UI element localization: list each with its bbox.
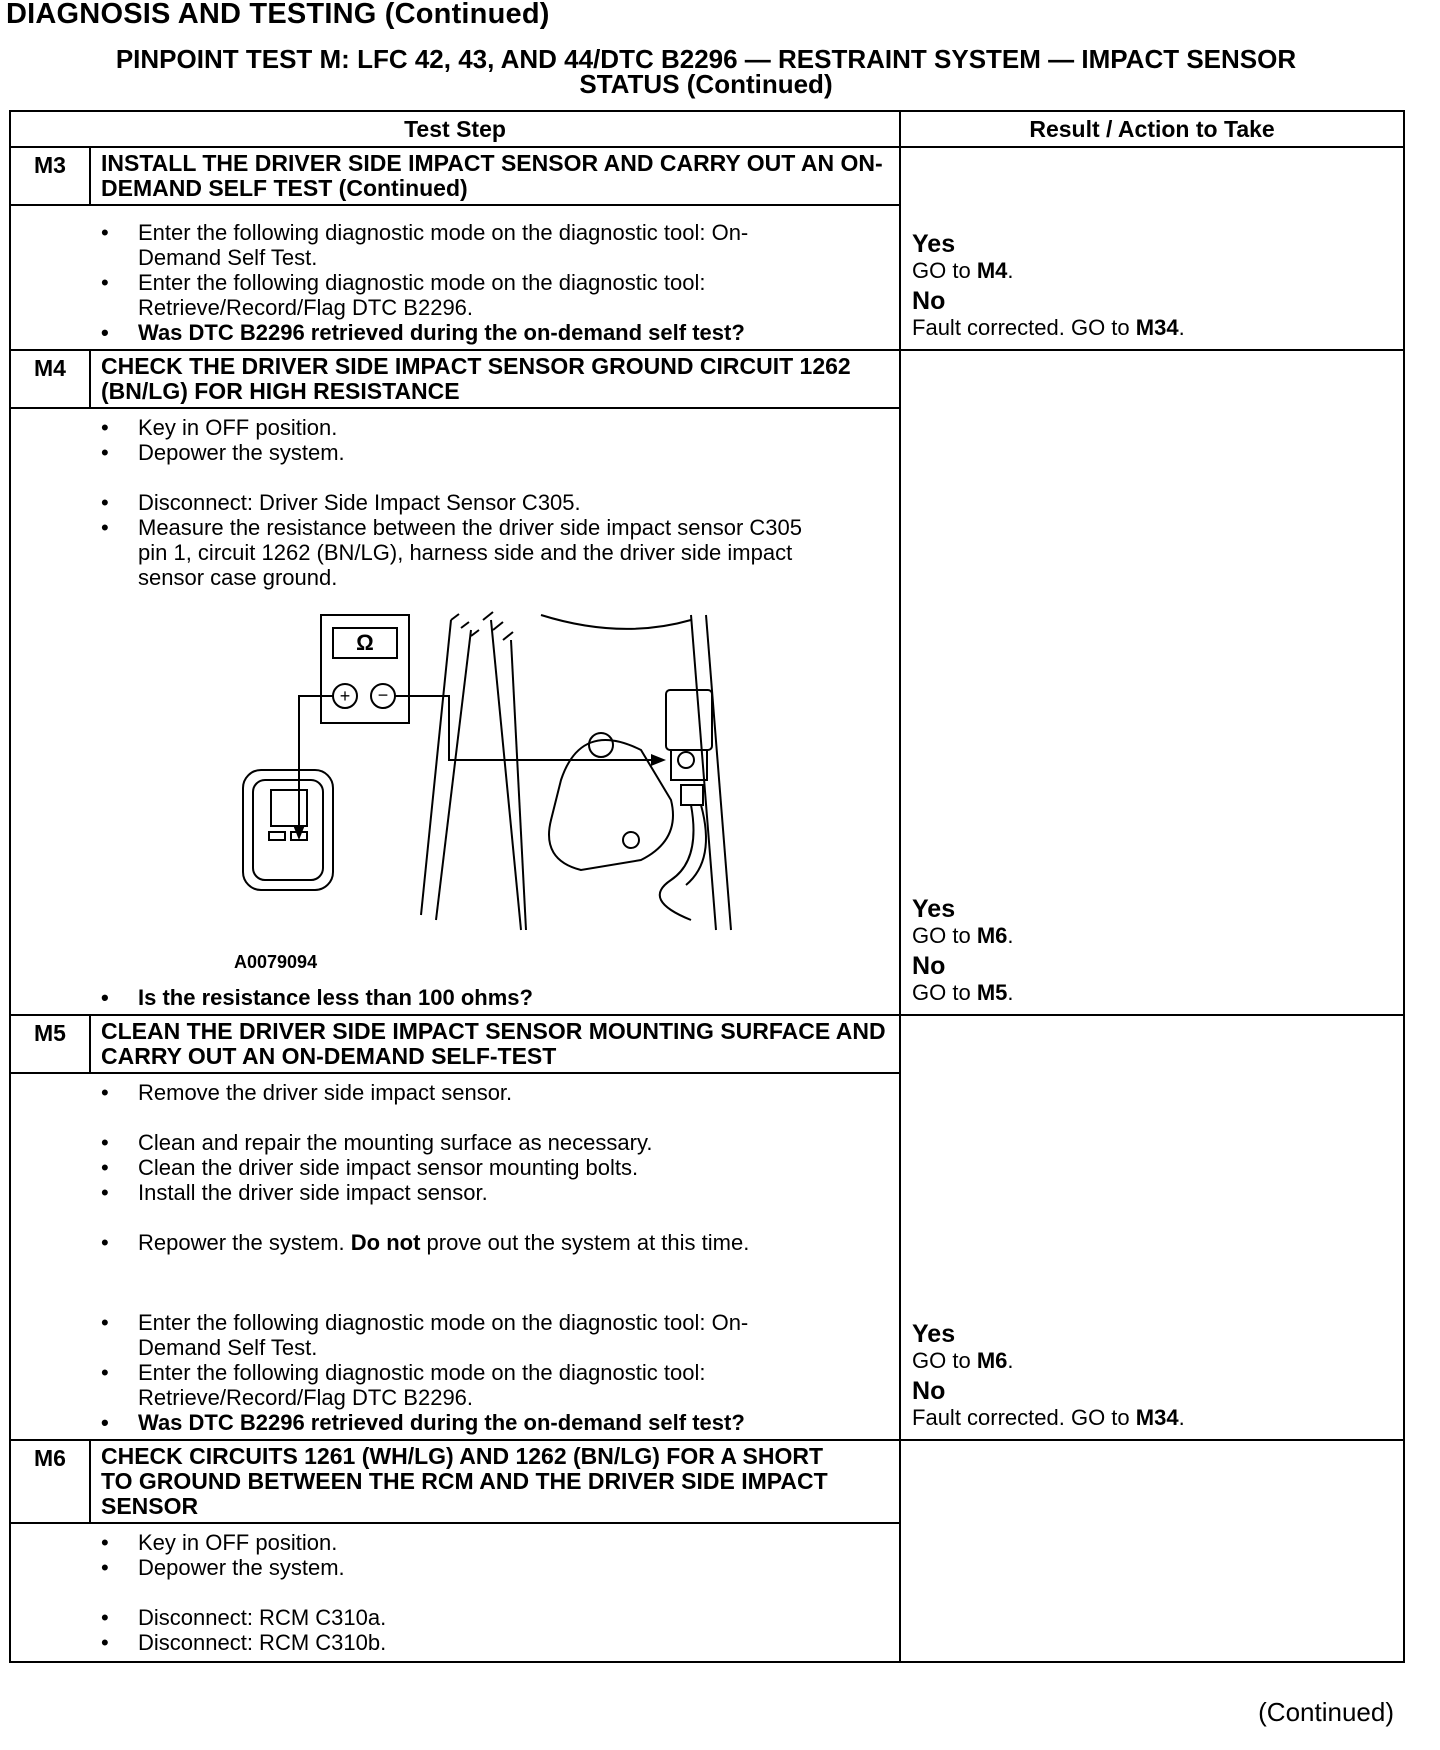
step-title: CLEAN THE DRIVER SIDE IMPACT SENSOR MOUNTING SURFACE AND CARRY OUT AN ON-DEMAND SELF-TEST — [90, 1015, 900, 1073]
ohm-symbol: Ω — [356, 630, 374, 655]
list-item: • Clean the driver side impact sensor mounting bolts. — [101, 1155, 889, 1180]
svg-text:+: + — [339, 686, 351, 706]
list-item: • Disconnect: RCM C310b. — [101, 1630, 889, 1655]
list-item: • Enter the following diagnostic mode on the diagnostic tool: On-Demand Self Test. — [101, 220, 778, 270]
step-m5-result — [900, 1015, 1404, 1440]
result-no-action: Fault corrected. GO to M34. — [912, 1405, 1185, 1430]
impact-sensor-diagram — [221, 600, 821, 950]
goto-link[interactable]: M5 — [976, 980, 1008, 1005]
list-item: • Measure the resistance between the driver side impact sensor C305 pin 1, circuit 1262 (BN/LG), harness side and the driver side impact sensor case ground. — [101, 515, 828, 590]
list-item: • Remove the driver side impact sensor. — [101, 1080, 889, 1105]
list-item: • Disconnect: Driver Side Impact Sensor C305. — [101, 490, 889, 515]
list-item-question: • Was DTC B2296 retrieved during the on-demand self test? — [101, 320, 889, 345]
step-m4-result — [900, 350, 1404, 1015]
result-yes-action: GO to M6. — [912, 923, 1014, 948]
list-item: • Enter the following diagnostic mode on the diagnostic tool: On-Demand Self Test. — [101, 1310, 778, 1360]
list-item: • Enter the following diagnostic mode on the diagnostic tool: Retrieve/Record/Flag DTC B2296. — [101, 270, 778, 320]
list-item: • Disconnect: RCM C310a. — [101, 1605, 889, 1630]
list-item: • Depower the system. — [101, 440, 889, 465]
result-yes-action: GO to M4. — [912, 258, 1014, 283]
list-item-question: • Was DTC B2296 retrieved during the on-demand self test? — [101, 1410, 889, 1435]
subtitle-line-1: PINPOINT TEST M: LFC 42, 43, AND 44/DTC B2296 — RESTRAINT SYSTEM — IMPACT SENSOR — [115, 44, 1297, 74]
col-header-test-step: Test Step — [10, 111, 900, 147]
step-body — [10, 1073, 900, 1440]
list-item-question: • Is the resistance less than 100 ohms? — [101, 985, 889, 1010]
step-m6-result — [900, 1440, 1404, 1662]
step-id: M4 — [10, 350, 90, 408]
goto-link[interactable]: M6 — [976, 923, 1008, 948]
result-no-label: No — [912, 1377, 946, 1405]
svg-text:−: − — [377, 685, 389, 705]
goto-link[interactable]: M34 — [1135, 1405, 1179, 1430]
table-header-row — [10, 111, 1404, 147]
step-id: M3 — [10, 147, 90, 205]
list-item: • Enter the following diagnostic mode on the diagnostic tool: Retrieve/Record/Flag DTC B2296. — [101, 1360, 778, 1410]
list-item: • Repower the system. Do not prove out the system at this time. — [101, 1230, 889, 1255]
result-yes-label: Yes — [912, 1320, 956, 1348]
result-no-action: Fault corrected. GO to M34. — [912, 315, 1185, 340]
step-m3-result — [900, 147, 1404, 350]
result-no-action: GO to M5. — [912, 980, 1014, 1005]
result-no-label: No — [912, 952, 946, 980]
result-yes-action: GO to M6. — [912, 1348, 1014, 1373]
step-id: M6 — [10, 1440, 90, 1523]
step-m4-title-row — [10, 350, 1404, 408]
goto-link[interactable]: M4 — [976, 258, 1008, 283]
subtitle-line-2: STATUS (Continued) — [579, 69, 833, 99]
col-header-result: Result / Action to Take — [900, 111, 1404, 147]
step-title: INSTALL THE DRIVER SIDE IMPACT SENSOR AND CARRY OUT AN ON-DEMAND SELF TEST (Continued) — [90, 147, 900, 205]
step-title: CHECK THE DRIVER SIDE IMPACT SENSOR GROUND CIRCUIT 1262 (BN/LG) FOR HIGH RESISTANCE — [90, 350, 900, 408]
goto-link[interactable]: M34 — [1135, 315, 1179, 340]
list-item: • Install the driver side impact sensor. — [101, 1180, 889, 1205]
step-id: M5 — [10, 1015, 90, 1073]
step-body — [10, 205, 900, 350]
goto-link[interactable]: M6 — [976, 1348, 1008, 1373]
result-yes-label: Yes — [912, 895, 956, 923]
result-yes-label: Yes — [912, 230, 956, 258]
continued-label: (Continued) — [1258, 1697, 1394, 1727]
figure-id: A0079094 — [234, 952, 318, 972]
step-m6-title-row — [10, 1440, 1404, 1523]
probe-tip-icon — [651, 754, 666, 766]
list-item: • Clean and repair the mounting surface as necessary. — [101, 1130, 889, 1155]
result-no-label: No — [912, 287, 946, 315]
list-item: • Depower the system. — [101, 1555, 889, 1580]
pinpoint-test-title — [10, 44, 1402, 99]
pinpoint-test-table — [9, 110, 1405, 1663]
list-item: • Key in OFF position. — [101, 1530, 889, 1555]
step-body — [10, 1523, 900, 1662]
page-title: DIAGNOSIS AND TESTING (Continued) — [6, 0, 550, 30]
step-body — [10, 408, 900, 1015]
list-item: • Key in OFF position. — [101, 415, 889, 440]
step-m5-title-row — [10, 1015, 1404, 1073]
step-title: CHECK CIRCUITS 1261 (WH/LG) AND 1262 (BN/LG) FOR A SHORT TO GROUND BETWEEN THE RCM AND THE DRIVER SIDE IMPACT SENSOR — [90, 1440, 900, 1523]
step-m3-title-row — [10, 147, 1404, 205]
wiring-diagram — [101, 590, 889, 985]
